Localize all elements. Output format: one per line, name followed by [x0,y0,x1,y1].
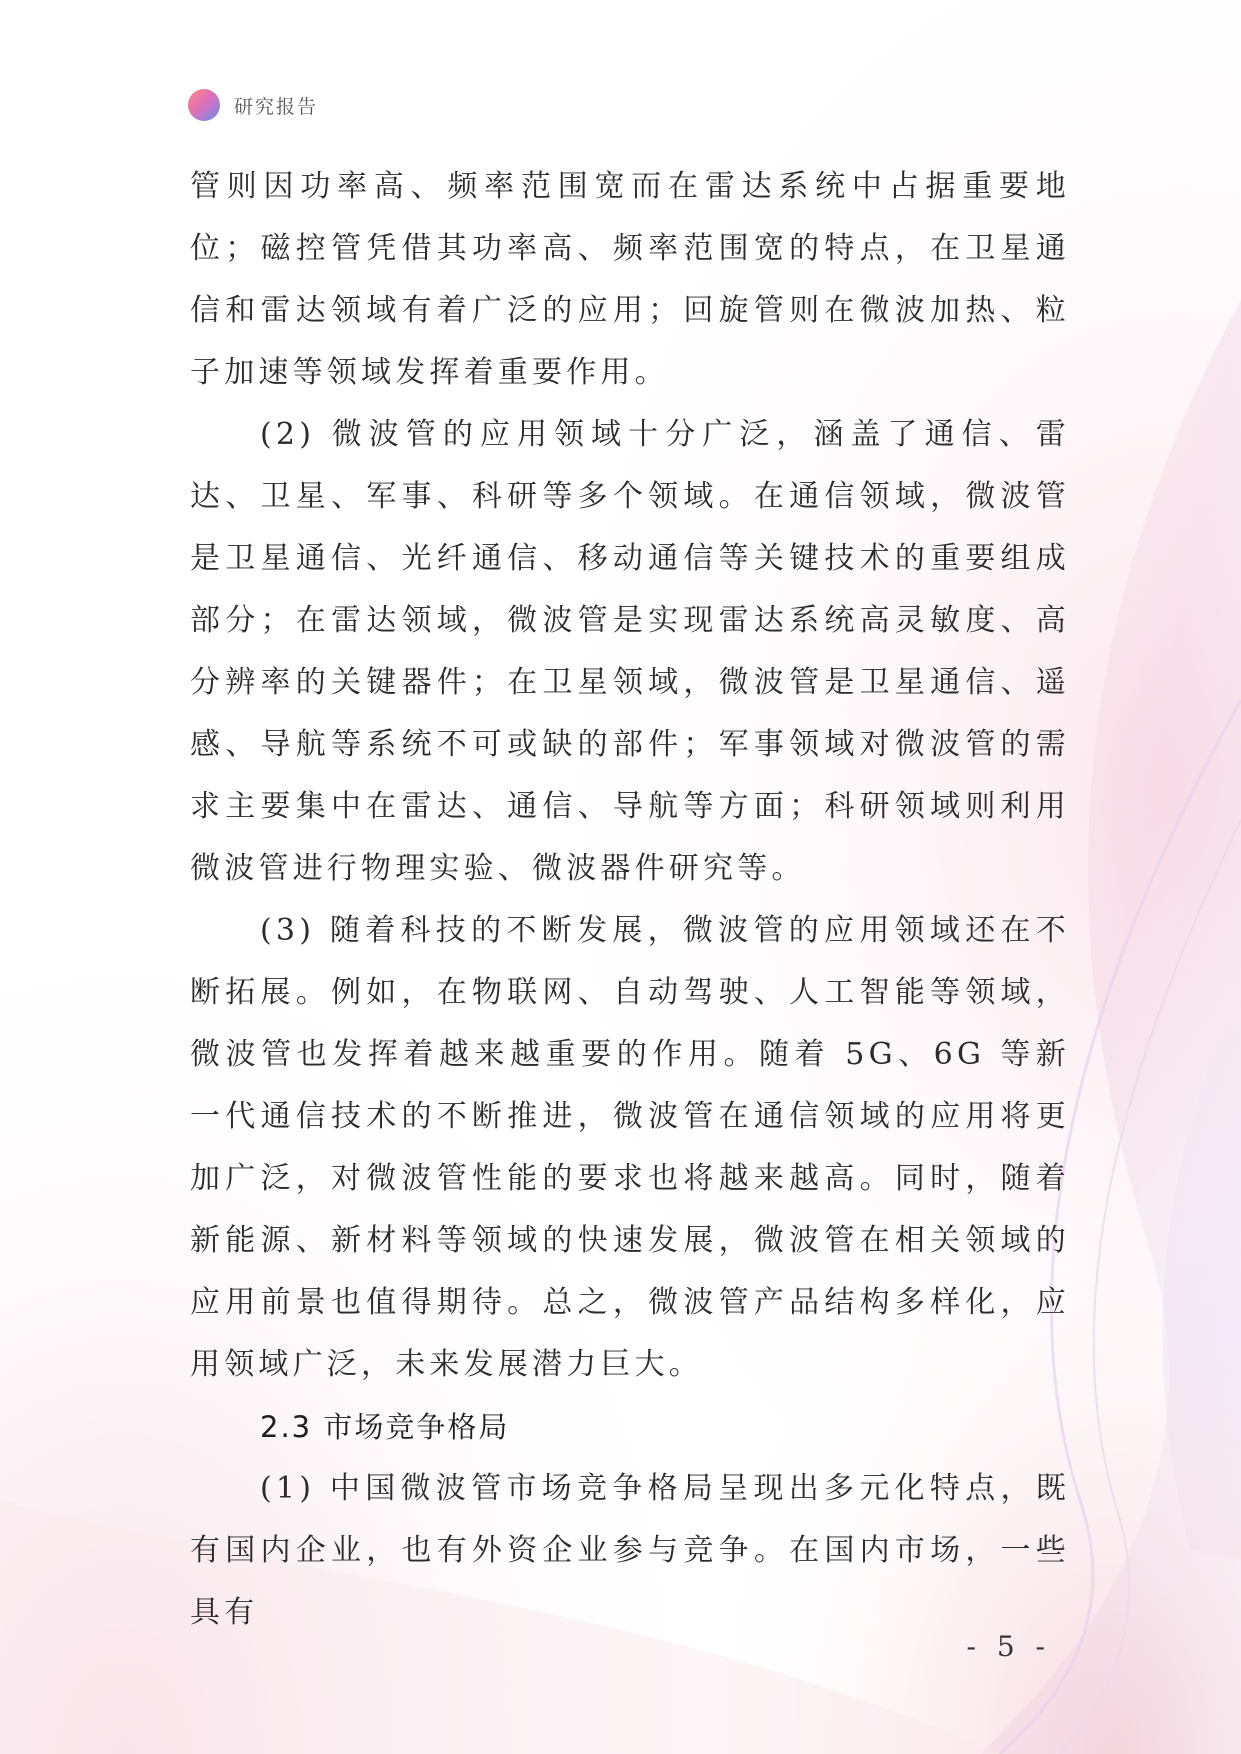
header-title: 研究报告 [234,95,319,118]
page-number: - 5 - [966,1630,1051,1663]
report-logo-icon [188,89,220,121]
paragraph-4: (1) 中国微波管市场竞争格局呈现出多元化特点，既有国内企业，也有外资企业参与竞争。在国内市场，一些具有 [190,1471,1070,1630]
report-header [188,88,318,122]
paragraph-continued: 管则因功率高、频率范围宽而在雷达系统中占据重要地位；磁控管凭借其功率高、频率范围宽的特点，在卫星通信和雷达领域有着广泛的应用；回旋管则在微波加热、粒子加速等领域发挥着重要作用。 [190,169,1070,390]
paragraph-3: (3) 随着科技的不断发展，微波管的应用领域还在不断拓展。例如，在物联网、自动驾驶、人工智能等领域，微波管也发挥着越来越重要的作用。随着 5G、6G 等新一代通信技术的不断推进，微波管在通信领域的应用将更加广泛，对微波管性能的要求也将越来越高。同时，随着新能源、新材料等领域的快速发展，微波管在相关领域的应用前景也值得期待。总之，微波管产品结构多样化，应用领域广泛，未来发展潜力巨大。 [190,913,1070,1382]
section-heading: 2.3 市场竞争格局 [260,1410,510,1444]
document-body [190,156,1070,1644]
paragraph-2: (2) 微波管的应用领域十分广泛，涵盖了通信、雷达、卫星、军事、科研等多个领域。在通信领域，微波管是卫星通信、光纤通信、移动通信等关键技术的重要组成部分；在雷达领域，微波管是实现雷达系统高灵敏度、高分辨率的关键器件；在卫星领域，微波管是卫星通信、遥感、导航等系统不可或缺的部件；军事领域对微波管的需求主要集中在雷达、通信、导航等方面；科研领域则利用微波管进行物理实验、微波器件研究等。 [190,417,1070,886]
